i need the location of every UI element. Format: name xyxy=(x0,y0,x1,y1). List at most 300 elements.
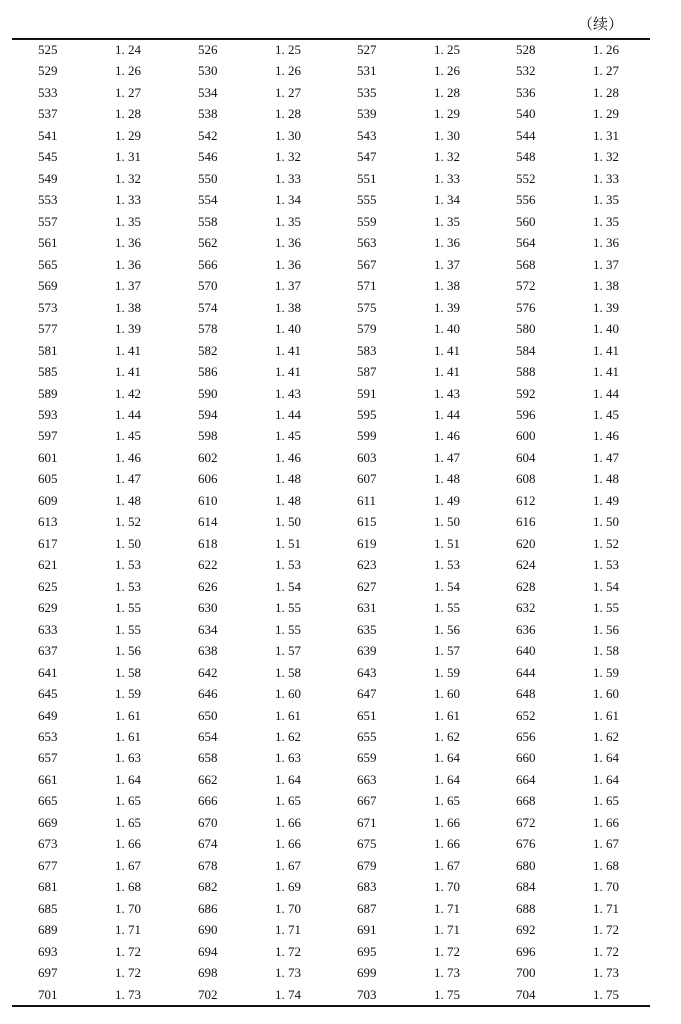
value-cell: 1. 72 xyxy=(115,943,141,959)
row-number-cell: 551 xyxy=(357,170,377,186)
table-row xyxy=(12,705,650,726)
row-number-cell: 539 xyxy=(357,106,377,122)
value-cell: 1. 40 xyxy=(593,321,619,337)
value-cell: 1. 45 xyxy=(593,406,619,422)
value-cell: 1. 58 xyxy=(115,664,141,680)
value-cell: 1. 28 xyxy=(115,106,141,122)
row-number-cell: 598 xyxy=(198,428,218,444)
value-cell: 1. 75 xyxy=(593,986,619,1002)
row-number-cell: 573 xyxy=(38,299,58,315)
row-number-cell: 529 xyxy=(38,63,58,79)
value-cell: 1. 71 xyxy=(115,922,141,938)
row-number-cell: 626 xyxy=(198,578,218,594)
table-row xyxy=(12,189,650,210)
value-cell: 1. 58 xyxy=(593,643,619,659)
table-row xyxy=(12,297,650,318)
row-number-cell: 531 xyxy=(357,63,377,79)
row-number-cell: 641 xyxy=(38,664,58,680)
row-number-cell: 602 xyxy=(198,449,218,465)
value-cell: 1. 35 xyxy=(275,213,301,229)
row-number-cell: 561 xyxy=(38,235,58,251)
row-number-cell: 665 xyxy=(38,793,58,809)
row-number-cell: 555 xyxy=(357,192,377,208)
row-number-cell: 682 xyxy=(198,879,218,895)
row-number-cell: 608 xyxy=(516,471,536,487)
value-cell: 1. 40 xyxy=(434,321,460,337)
row-number-cell: 560 xyxy=(516,213,536,229)
value-cell: 1. 33 xyxy=(434,170,460,186)
value-cell: 1. 42 xyxy=(115,385,141,401)
value-cell: 1. 55 xyxy=(275,600,301,616)
value-cell: 1. 41 xyxy=(593,364,619,380)
value-cell: 1. 41 xyxy=(275,364,301,380)
value-cell: 1. 41 xyxy=(434,364,460,380)
value-cell: 1. 38 xyxy=(593,278,619,294)
row-number-cell: 559 xyxy=(357,213,377,229)
row-number-cell: 697 xyxy=(38,965,58,981)
row-number-cell: 647 xyxy=(357,686,377,702)
table-row xyxy=(12,447,650,468)
row-number-cell: 696 xyxy=(516,943,536,959)
row-number-cell: 585 xyxy=(38,364,58,380)
value-cell: 1. 46 xyxy=(115,449,141,465)
row-number-cell: 619 xyxy=(357,535,377,551)
row-number-cell: 633 xyxy=(38,621,58,637)
value-cell: 1. 67 xyxy=(593,836,619,852)
row-number-cell: 690 xyxy=(198,922,218,938)
row-number-cell: 571 xyxy=(357,278,377,294)
table-row xyxy=(12,340,650,361)
row-number-cell: 599 xyxy=(357,428,377,444)
row-number-cell: 577 xyxy=(38,321,58,337)
value-cell: 1. 32 xyxy=(593,149,619,165)
row-number-cell: 671 xyxy=(357,814,377,830)
row-number-cell: 582 xyxy=(198,342,218,358)
table-row xyxy=(12,425,650,446)
table-row xyxy=(12,769,650,790)
value-cell: 1. 41 xyxy=(115,342,141,358)
value-cell: 1. 29 xyxy=(115,127,141,143)
row-number-cell: 628 xyxy=(516,578,536,594)
value-cell: 1. 32 xyxy=(275,149,301,165)
row-number-cell: 579 xyxy=(357,321,377,337)
table-row xyxy=(12,962,650,983)
row-number-cell: 613 xyxy=(38,514,58,530)
row-number-cell: 543 xyxy=(357,127,377,143)
value-cell: 1. 54 xyxy=(434,578,460,594)
row-number-cell: 629 xyxy=(38,600,58,616)
value-cell: 1. 65 xyxy=(593,793,619,809)
value-cell: 1. 31 xyxy=(593,127,619,143)
value-cell: 1. 32 xyxy=(115,170,141,186)
row-number-cell: 659 xyxy=(357,750,377,766)
value-cell: 1. 30 xyxy=(434,127,460,143)
row-number-cell: 545 xyxy=(38,149,58,165)
row-number-cell: 693 xyxy=(38,943,58,959)
value-cell: 1. 35 xyxy=(115,213,141,229)
value-cell: 1. 64 xyxy=(115,771,141,787)
row-number-cell: 576 xyxy=(516,299,536,315)
row-number-cell: 546 xyxy=(198,149,218,165)
row-number-cell: 631 xyxy=(357,600,377,616)
row-number-cell: 683 xyxy=(357,879,377,895)
row-number-cell: 701 xyxy=(38,986,58,1002)
value-cell: 1. 35 xyxy=(593,213,619,229)
value-cell: 1. 36 xyxy=(275,235,301,251)
value-cell: 1. 37 xyxy=(593,256,619,272)
value-cell: 1. 61 xyxy=(593,707,619,723)
value-cell: 1. 62 xyxy=(275,729,301,744)
table-row xyxy=(12,533,650,554)
row-number-cell: 698 xyxy=(198,965,218,981)
row-number-cell: 533 xyxy=(38,84,58,100)
row-number-cell: 556 xyxy=(516,192,536,208)
row-number-cell: 668 xyxy=(516,793,536,809)
row-number-cell: 609 xyxy=(38,492,58,508)
row-number-cell: 616 xyxy=(516,514,536,530)
value-cell: 1. 72 xyxy=(115,965,141,981)
value-cell: 1. 53 xyxy=(115,578,141,594)
value-cell: 1. 65 xyxy=(115,793,141,809)
table-row xyxy=(12,662,650,683)
value-cell: 1. 70 xyxy=(275,900,301,916)
row-number-cell: 540 xyxy=(516,106,536,122)
value-cell: 1. 53 xyxy=(593,557,619,573)
value-cell: 1. 66 xyxy=(593,814,619,830)
table-row xyxy=(12,683,650,704)
value-cell: 1. 66 xyxy=(434,836,460,852)
table-row xyxy=(12,361,650,382)
value-cell: 1. 61 xyxy=(115,707,141,723)
row-number-cell: 662 xyxy=(198,771,218,787)
value-cell: 1. 71 xyxy=(434,922,460,938)
value-cell: 1. 64 xyxy=(593,750,619,766)
table-bottom-rule xyxy=(12,1005,650,1007)
value-cell: 1. 67 xyxy=(115,857,141,873)
row-number-cell: 587 xyxy=(357,364,377,380)
value-cell: 1. 50 xyxy=(434,514,460,530)
row-number-cell: 676 xyxy=(516,836,536,852)
row-number-cell: 663 xyxy=(357,771,377,787)
value-cell: 1. 29 xyxy=(593,106,619,122)
row-number-cell: 566 xyxy=(198,256,218,272)
value-cell: 1. 29 xyxy=(434,106,460,122)
row-number-cell: 695 xyxy=(357,943,377,959)
row-number-cell: 580 xyxy=(516,321,536,337)
value-cell: 1. 44 xyxy=(275,406,301,422)
value-cell: 1. 53 xyxy=(115,557,141,573)
value-cell: 1. 31 xyxy=(115,149,141,165)
row-number-cell: 677 xyxy=(38,857,58,873)
value-cell: 1. 59 xyxy=(434,664,460,680)
value-cell: 1. 56 xyxy=(593,621,619,637)
value-cell: 1. 40 xyxy=(275,321,301,337)
row-number-cell: 645 xyxy=(38,686,58,702)
value-cell: 1. 64 xyxy=(593,771,619,787)
value-cell: 1. 34 xyxy=(434,192,460,208)
value-cell: 1. 64 xyxy=(434,771,460,787)
row-number-cell: 652 xyxy=(516,707,536,723)
row-number-cell: 653 xyxy=(38,729,58,744)
table-row xyxy=(12,790,650,811)
row-number-cell: 664 xyxy=(516,771,536,787)
row-number-cell: 657 xyxy=(38,750,58,766)
value-cell: 1. 62 xyxy=(434,729,460,744)
value-cell: 1. 60 xyxy=(275,686,301,702)
row-number-cell: 635 xyxy=(357,621,377,637)
value-cell: 1. 39 xyxy=(434,299,460,315)
table-row xyxy=(12,60,650,81)
row-number-cell: 654 xyxy=(198,729,218,744)
row-number-cell: 527 xyxy=(357,42,377,57)
row-number-cell: 622 xyxy=(198,557,218,573)
row-number-cell: 570 xyxy=(198,278,218,294)
value-cell: 1. 49 xyxy=(434,492,460,508)
row-number-cell: 636 xyxy=(516,621,536,637)
value-cell: 1. 36 xyxy=(115,256,141,272)
row-number-cell: 547 xyxy=(357,149,377,165)
row-number-cell: 553 xyxy=(38,192,58,208)
row-number-cell: 679 xyxy=(357,857,377,873)
table-row xyxy=(12,318,650,339)
value-cell: 1. 33 xyxy=(275,170,301,186)
value-cell: 1. 46 xyxy=(593,428,619,444)
value-cell: 1. 54 xyxy=(275,578,301,594)
row-number-cell: 583 xyxy=(357,342,377,358)
row-number-cell: 537 xyxy=(38,106,58,122)
value-cell: 1. 39 xyxy=(115,321,141,337)
value-cell: 1. 26 xyxy=(275,63,301,79)
value-cell: 1. 47 xyxy=(115,471,141,487)
value-cell: 1. 45 xyxy=(275,428,301,444)
value-cell: 1. 70 xyxy=(593,879,619,895)
value-cell: 1. 38 xyxy=(115,299,141,315)
value-cell: 1. 28 xyxy=(593,84,619,100)
value-cell: 1. 72 xyxy=(593,922,619,938)
table-row xyxy=(12,103,650,124)
table-row xyxy=(12,812,650,833)
value-cell: 1. 73 xyxy=(434,965,460,981)
value-cell: 1. 62 xyxy=(593,729,619,744)
value-cell: 1. 35 xyxy=(434,213,460,229)
row-number-cell: 611 xyxy=(357,492,377,508)
row-number-cell: 688 xyxy=(516,900,536,916)
value-cell: 1. 26 xyxy=(434,63,460,79)
row-number-cell: 680 xyxy=(516,857,536,873)
value-cell: 1. 67 xyxy=(275,857,301,873)
value-cell: 1. 43 xyxy=(434,385,460,401)
value-cell: 1. 68 xyxy=(115,879,141,895)
value-cell: 1. 26 xyxy=(593,42,619,57)
table-row xyxy=(12,747,650,768)
row-number-cell: 591 xyxy=(357,385,377,401)
value-cell: 1. 71 xyxy=(275,922,301,938)
row-number-cell: 639 xyxy=(357,643,377,659)
value-cell: 1. 72 xyxy=(275,943,301,959)
value-cell: 1. 41 xyxy=(593,342,619,358)
row-number-cell: 584 xyxy=(516,342,536,358)
row-number-cell: 607 xyxy=(357,471,377,487)
value-cell: 1. 48 xyxy=(275,492,301,508)
value-cell: 1. 34 xyxy=(275,192,301,208)
row-number-cell: 565 xyxy=(38,256,58,272)
value-cell: 1. 37 xyxy=(275,278,301,294)
value-cell: 1. 27 xyxy=(275,84,301,100)
row-number-cell: 699 xyxy=(357,965,377,981)
value-cell: 1. 74 xyxy=(275,986,301,1002)
value-cell: 1. 64 xyxy=(275,771,301,787)
value-cell: 1. 32 xyxy=(434,149,460,165)
row-number-cell: 594 xyxy=(198,406,218,422)
row-number-cell: 604 xyxy=(516,449,536,465)
value-cell: 1. 47 xyxy=(593,449,619,465)
row-number-cell: 562 xyxy=(198,235,218,251)
value-cell: 1. 48 xyxy=(434,471,460,487)
value-cell: 1. 55 xyxy=(115,621,141,637)
value-cell: 1. 48 xyxy=(275,471,301,487)
value-cell: 1. 66 xyxy=(115,836,141,852)
value-cell: 1. 39 xyxy=(593,299,619,315)
value-cell: 1. 72 xyxy=(593,943,619,959)
row-number-cell: 610 xyxy=(198,492,218,508)
row-number-cell: 678 xyxy=(198,857,218,873)
value-cell: 1. 69 xyxy=(275,879,301,895)
value-cell: 1. 66 xyxy=(275,814,301,830)
row-number-cell: 703 xyxy=(357,986,377,1002)
row-number-cell: 650 xyxy=(198,707,218,723)
row-number-cell: 528 xyxy=(516,42,536,57)
row-number-cell: 627 xyxy=(357,578,377,594)
table-row xyxy=(12,984,650,1005)
table-row xyxy=(12,726,650,747)
row-number-cell: 532 xyxy=(516,63,536,79)
table-row xyxy=(12,597,650,618)
value-cell: 1. 41 xyxy=(115,364,141,380)
table-row xyxy=(12,211,650,232)
value-cell: 1. 25 xyxy=(275,42,301,57)
row-number-cell: 660 xyxy=(516,750,536,766)
value-cell: 1. 65 xyxy=(275,793,301,809)
value-cell: 1. 45 xyxy=(115,428,141,444)
value-cell: 1. 25 xyxy=(434,42,460,57)
value-cell: 1. 71 xyxy=(593,900,619,916)
value-cell: 1. 27 xyxy=(115,84,141,100)
row-number-cell: 535 xyxy=(357,84,377,100)
value-cell: 1. 33 xyxy=(593,170,619,186)
value-cell: 1. 48 xyxy=(115,492,141,508)
data-table xyxy=(12,39,650,1005)
row-number-cell: 542 xyxy=(198,127,218,143)
row-number-cell: 649 xyxy=(38,707,58,723)
row-number-cell: 675 xyxy=(357,836,377,852)
row-number-cell: 558 xyxy=(198,213,218,229)
row-number-cell: 578 xyxy=(198,321,218,337)
row-number-cell: 548 xyxy=(516,149,536,165)
row-number-cell: 530 xyxy=(198,63,218,79)
row-number-cell: 549 xyxy=(38,170,58,186)
row-number-cell: 593 xyxy=(38,406,58,422)
row-number-cell: 592 xyxy=(516,385,536,401)
row-number-cell: 648 xyxy=(516,686,536,702)
row-number-cell: 646 xyxy=(198,686,218,702)
value-cell: 1. 36 xyxy=(275,256,301,272)
value-cell: 1. 65 xyxy=(115,814,141,830)
row-number-cell: 638 xyxy=(198,643,218,659)
value-cell: 1. 55 xyxy=(115,600,141,616)
row-number-cell: 656 xyxy=(516,729,536,744)
value-cell: 1. 61 xyxy=(434,707,460,723)
row-number-cell: 612 xyxy=(516,492,536,508)
value-cell: 1. 38 xyxy=(434,278,460,294)
table-row xyxy=(12,619,650,640)
value-cell: 1. 70 xyxy=(434,879,460,895)
table-row xyxy=(12,404,650,425)
value-cell: 1. 30 xyxy=(275,127,301,143)
value-cell: 1. 38 xyxy=(275,299,301,315)
value-cell: 1. 55 xyxy=(434,600,460,616)
value-cell: 1. 75 xyxy=(434,986,460,1002)
row-number-cell: 601 xyxy=(38,449,58,465)
value-cell: 1. 37 xyxy=(434,256,460,272)
row-number-cell: 704 xyxy=(516,986,536,1002)
value-cell: 1. 44 xyxy=(115,406,141,422)
value-cell: 1. 56 xyxy=(115,643,141,659)
row-number-cell: 642 xyxy=(198,664,218,680)
row-number-cell: 536 xyxy=(516,84,536,100)
value-cell: 1. 59 xyxy=(593,664,619,680)
row-number-cell: 563 xyxy=(357,235,377,251)
row-number-cell: 617 xyxy=(38,535,58,551)
table-row xyxy=(12,876,650,897)
value-cell: 1. 66 xyxy=(275,836,301,852)
row-number-cell: 630 xyxy=(198,600,218,616)
value-cell: 1. 52 xyxy=(593,535,619,551)
value-cell: 1. 56 xyxy=(434,621,460,637)
value-cell: 1. 54 xyxy=(593,578,619,594)
row-number-cell: 625 xyxy=(38,578,58,594)
row-number-cell: 640 xyxy=(516,643,536,659)
value-cell: 1. 73 xyxy=(115,986,141,1002)
row-number-cell: 575 xyxy=(357,299,377,315)
row-number-cell: 526 xyxy=(198,42,218,57)
value-cell: 1. 27 xyxy=(593,63,619,79)
row-number-cell: 667 xyxy=(357,793,377,809)
value-cell: 1. 49 xyxy=(593,492,619,508)
row-number-cell: 541 xyxy=(38,127,58,143)
row-number-cell: 538 xyxy=(198,106,218,122)
row-number-cell: 595 xyxy=(357,406,377,422)
row-number-cell: 686 xyxy=(198,900,218,916)
row-number-cell: 606 xyxy=(198,471,218,487)
row-number-cell: 590 xyxy=(198,385,218,401)
row-number-cell: 581 xyxy=(38,342,58,358)
value-cell: 1. 33 xyxy=(115,192,141,208)
row-number-cell: 569 xyxy=(38,278,58,294)
value-cell: 1. 53 xyxy=(275,557,301,573)
table-row xyxy=(12,511,650,532)
value-cell: 1. 68 xyxy=(593,857,619,873)
table-row xyxy=(12,39,650,60)
table-row xyxy=(12,146,650,167)
table-row xyxy=(12,898,650,919)
row-number-cell: 661 xyxy=(38,771,58,787)
row-number-cell: 685 xyxy=(38,900,58,916)
row-number-cell: 673 xyxy=(38,836,58,852)
value-cell: 1. 41 xyxy=(275,342,301,358)
value-cell: 1. 47 xyxy=(434,449,460,465)
row-number-cell: 670 xyxy=(198,814,218,830)
row-number-cell: 689 xyxy=(38,922,58,938)
